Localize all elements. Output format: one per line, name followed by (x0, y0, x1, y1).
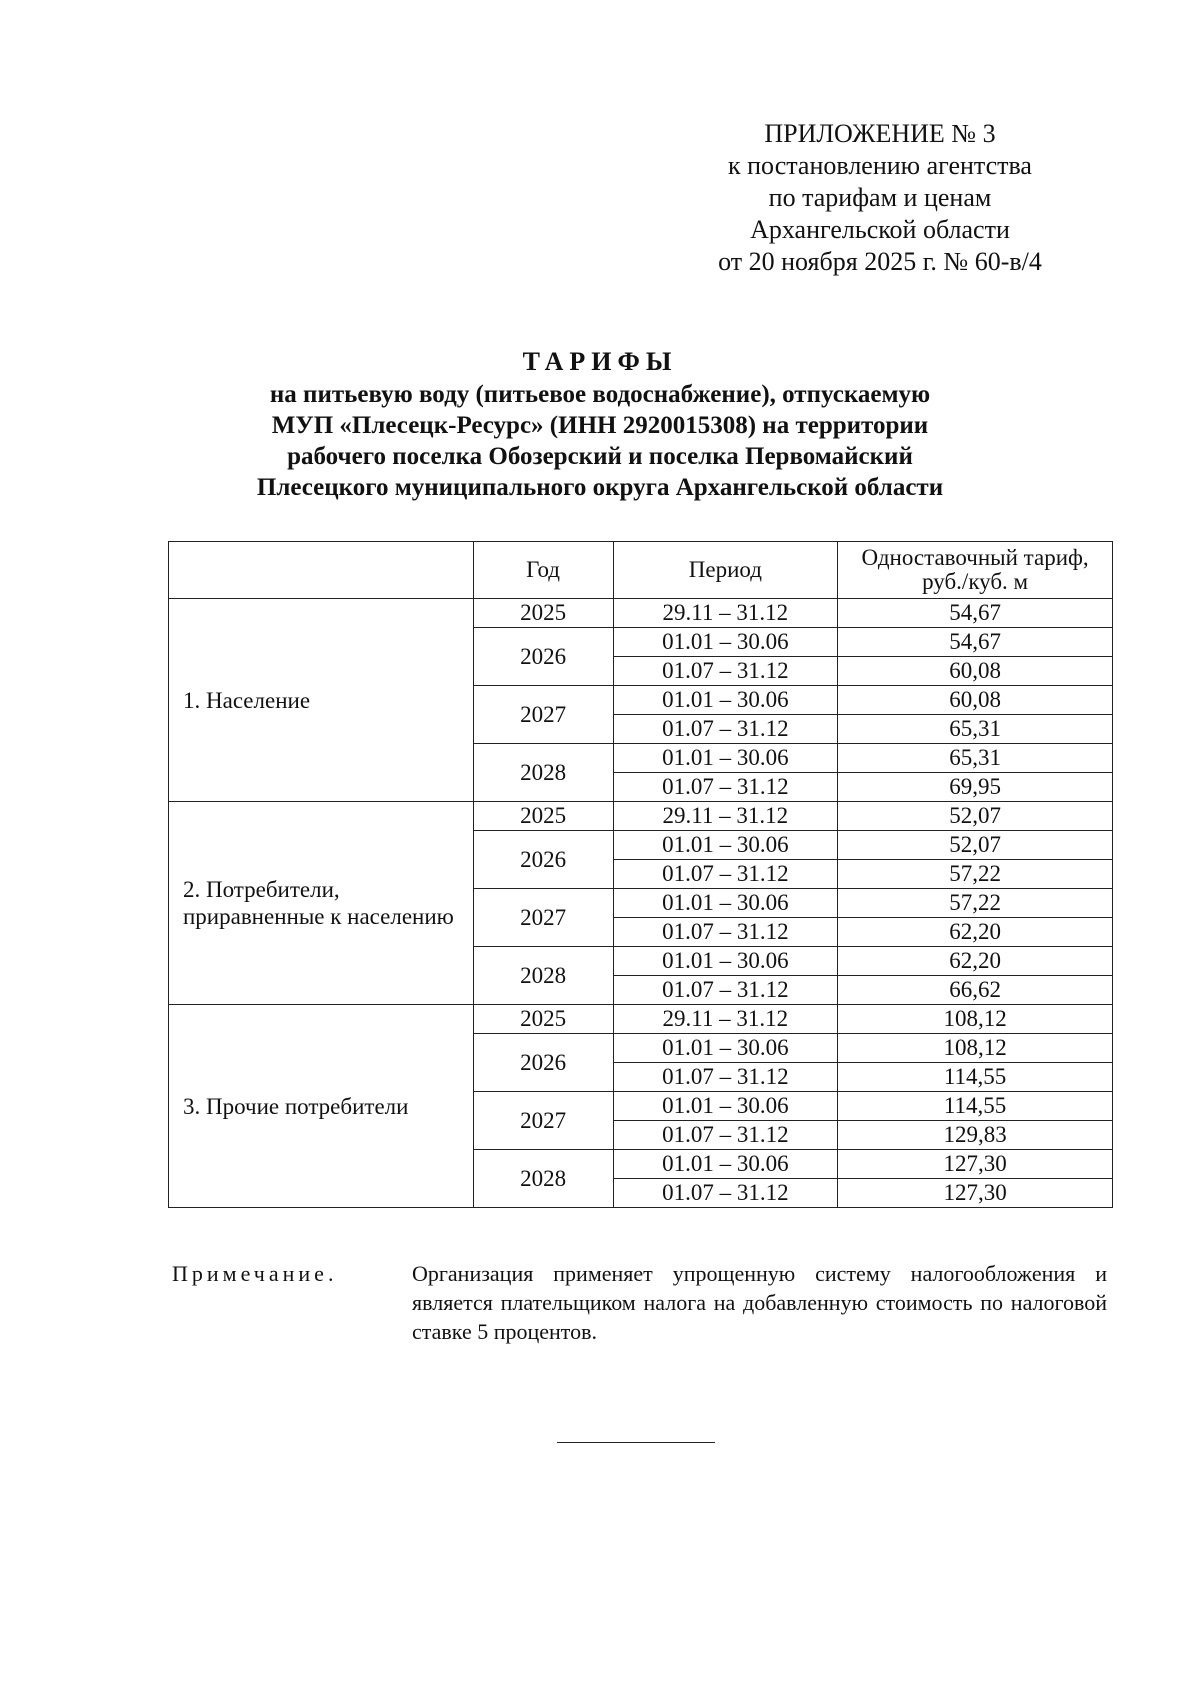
cell-period: 01.01 – 30.06 (613, 947, 838, 976)
document-title (140, 346, 1060, 503)
cell-year: 2027 (473, 889, 613, 947)
cell-tariff: 65,31 (838, 744, 1113, 773)
title-line-4: Плесецкого муниципального округа Архангельской области (256, 474, 944, 501)
header-year: Год (473, 542, 613, 599)
cell-tariff: 108,12 (838, 1034, 1113, 1063)
cell-tariff: 62,20 (838, 918, 1113, 947)
cell-year: 2027 (473, 686, 613, 744)
cell-period: 01.07 – 31.12 (613, 976, 838, 1005)
cell-consumer-group (169, 1005, 474, 1208)
header-tariff-line-1: Одноставочный тариф, (861, 545, 1089, 570)
cell-tariff: 57,22 (838, 889, 1113, 918)
cell-period: 29.11 – 31.12 (613, 802, 838, 831)
cell-period: 01.07 – 31.12 (613, 1179, 838, 1208)
cell-period: 01.07 – 31.12 (613, 860, 838, 889)
tariff-table-body (169, 599, 1113, 1208)
cell-period: 01.01 – 30.06 (613, 831, 838, 860)
cell-tariff: 108,12 (838, 1005, 1113, 1034)
header-group (169, 542, 474, 599)
cell-consumer-group (169, 802, 474, 1005)
table-header-row (169, 542, 1113, 599)
cell-tariff: 66,62 (838, 976, 1113, 1005)
cell-year: 2028 (473, 744, 613, 802)
cell-tariff: 57,22 (838, 860, 1113, 889)
appendix-line-3: по тарифам и ценам (768, 183, 992, 212)
consumer-group-label: 3. Прочие потребители (183, 1093, 409, 1119)
cell-tariff: 52,07 (838, 802, 1113, 831)
cell-period: 01.01 – 30.06 (613, 1150, 838, 1179)
cell-tariff: 65,31 (838, 715, 1113, 744)
title-line-1: на питьевую воду (питьевое водоснабжение), отпускаемую (269, 381, 931, 408)
note-label: Примечание. (172, 1261, 338, 1286)
cell-consumer-group (169, 599, 474, 802)
consumer-group-label: приравненные к населению (183, 904, 454, 929)
cell-year: 2028 (473, 1150, 613, 1208)
tariff-table (168, 541, 1113, 1208)
cell-tariff: 54,67 (838, 628, 1113, 657)
title-main: ТАРИФЫ (522, 347, 678, 376)
cell-year: 2025 (473, 802, 613, 831)
cell-tariff: 127,30 (838, 1150, 1113, 1179)
cell-tariff: 52,07 (838, 831, 1113, 860)
appendix-line-2: к постановлению агентства (728, 151, 1032, 180)
header-tariff (838, 542, 1113, 599)
cell-tariff: 60,08 (838, 686, 1113, 715)
cell-tariff: 127,30 (838, 1179, 1113, 1208)
cell-year: 2025 (473, 1005, 613, 1034)
cell-year: 2026 (473, 1034, 613, 1092)
cell-period: 01.01 – 30.06 (613, 1034, 838, 1063)
consumer-group-label: 1. Население (183, 687, 311, 713)
appendix-number: ПРИЛОЖЕНИЕ № 3 (764, 119, 996, 148)
cell-tariff: 114,55 (838, 1063, 1113, 1092)
cell-tariff: 62,20 (838, 947, 1113, 976)
cell-period: 01.01 – 30.06 (613, 628, 838, 657)
cell-tariff: 114,55 (838, 1092, 1113, 1121)
separator-line (557, 1442, 715, 1443)
cell-year: 2026 (473, 628, 613, 686)
header-tariff-line-2: руб./куб. м (922, 569, 1029, 594)
cell-period: 01.01 – 30.06 (613, 744, 838, 773)
table-row (169, 599, 1113, 628)
cell-period: 01.07 – 31.12 (613, 918, 838, 947)
cell-period: 01.01 – 30.06 (613, 1092, 838, 1121)
cell-tariff: 69,95 (838, 773, 1113, 802)
cell-period: 29.11 – 31.12 (613, 1005, 838, 1034)
cell-period: 01.01 – 30.06 (613, 889, 838, 918)
note-text: Организация применяет упрощенную систему налогообложения и является плательщиком налога на добавленную стоимость по налоговой ставке 5 процентов. (412, 1261, 1107, 1344)
cell-year: 2027 (473, 1092, 613, 1150)
appendix-line-4: Архангельской области (750, 215, 1010, 244)
appendix-header (690, 118, 1070, 278)
cell-tariff: 54,67 (838, 599, 1113, 628)
cell-year: 2028 (473, 947, 613, 1005)
title-line-2: МУП «Плесецк-Ресурс» (ИНН 2920015308) на территории (271, 412, 929, 439)
cell-period: 01.07 – 31.12 (613, 773, 838, 802)
cell-period: 01.07 – 31.12 (613, 715, 838, 744)
cell-period: 01.07 – 31.12 (613, 1063, 838, 1092)
table-row (169, 802, 1113, 831)
title-line-3: рабочего поселка Обозерский и поселка Первомайский (287, 443, 913, 470)
cell-tariff: 60,08 (838, 657, 1113, 686)
cell-tariff: 129,83 (838, 1121, 1113, 1150)
header-period: Период (613, 542, 838, 599)
cell-period: 01.07 – 31.12 (613, 657, 838, 686)
consumer-group-label: 2. Потребители, (183, 877, 340, 902)
cell-period: 01.01 – 30.06 (613, 686, 838, 715)
appendix-date-number: от 20 ноября 2025 г. № 60-в/4 (718, 247, 1042, 276)
table-row (169, 1005, 1113, 1034)
cell-year: 2025 (473, 599, 613, 628)
cell-year: 2026 (473, 831, 613, 889)
cell-period: 01.07 – 31.12 (613, 1121, 838, 1150)
cell-period: 29.11 – 31.12 (613, 599, 838, 628)
